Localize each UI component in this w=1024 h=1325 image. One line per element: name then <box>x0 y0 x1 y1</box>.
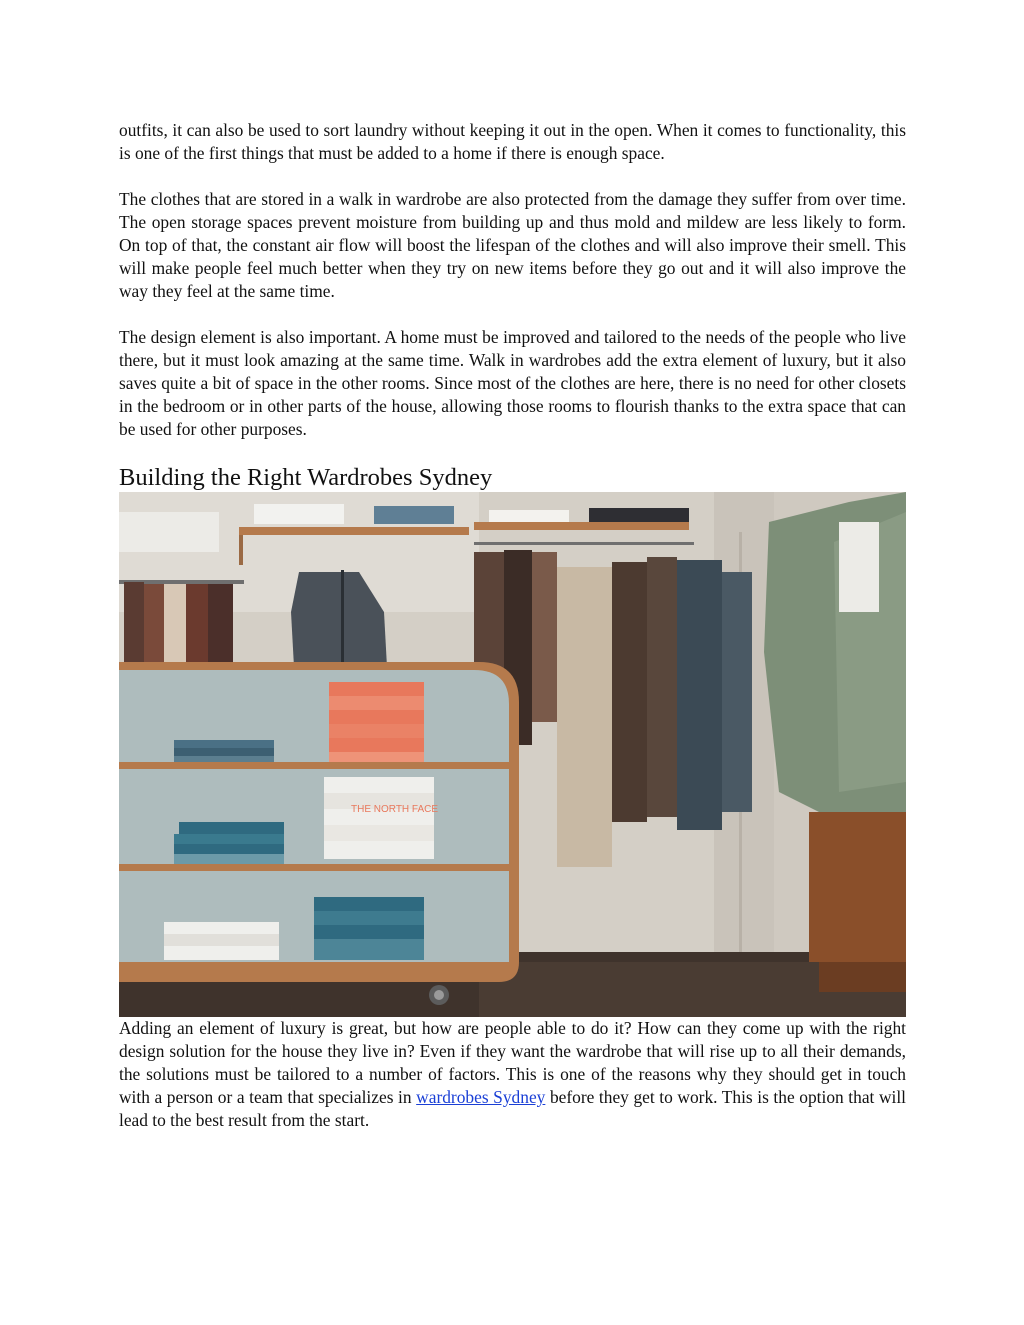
paragraph-1: outfits, it can also be used to sort laundry without keeping it out in the open. When it comes to functionality, this is one of the first things that must be added to a home if there is enough space. <box>119 120 906 163</box>
paragraph-2: The clothes that are stored in a walk in wardrobe are also protected from the damage they suffer from over time. The open storage spaces prevent moisture from building up and thus mold and mildew are less likely to form. On top of that, the constant air flow will boost the lifespan of the clothes and will also improve their smell. This will make people feel much better when they try on new items before they go out and it will also improve the way they feel at the same time. <box>119 189 906 301</box>
closing-paragraph <box>119 1017 906 1132</box>
wardrobe-photo <box>119 492 906 1017</box>
wardrobes-sydney-link[interactable]: wardrobes Sydney <box>416 1087 546 1107</box>
closing-text-before-link: Adding an element of luxury is great, but how are people able to do it? How can they come up with the right design solution for the house they live in? Even if they want the wardrobe that will rise up to all their demands, the solutions must be tailored to a number of factors. This is one of the reasons why they should get in touch with a person or a team that specializes in <box>119 1018 906 1107</box>
closing-text-after-link: before they get to work. This is the option that will lead to the best result from the start. <box>119 1087 906 1130</box>
paragraph-3: The design element is also important. A home must be improved and tailored to the needs of the people who live there, but it must look amazing at the same time. Walk in wardrobes add the extra element of luxury, but it also saves quite a bit of space in the other rooms. Since most of the clothes are here, there is no need for other closets in the bedroom or in other parts of the house, allowing those rooms to flourish thanks to the extra space that can be used for other purposes. <box>119 327 906 439</box>
document-page <box>119 119 906 1132</box>
section-heading: Building the Right Wardrobes Sydney <box>119 464 493 491</box>
photo-logo-text: THE NORTH FACE <box>351 804 439 815</box>
